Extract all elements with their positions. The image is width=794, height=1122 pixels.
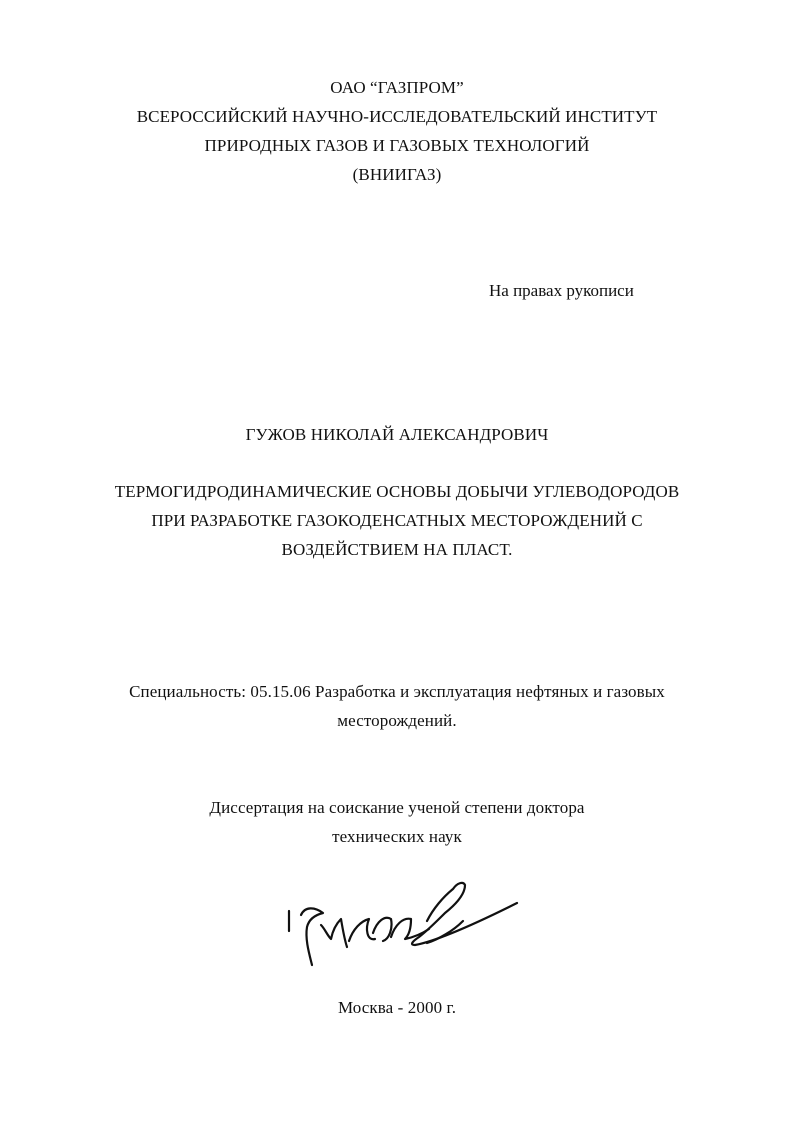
- specialty-line-2: месторождений.: [337, 711, 457, 730]
- thesis-title-line-1: ТЕРМОГИДРОДИНАМИЧЕСКИЕ ОСНОВЫ ДОБЫЧИ УГЛЕВОДОРОДОВ: [114, 482, 680, 501]
- thesis-title-line-3: ВОЗДЕЙСТВИЕМ НА ПЛАСТ.: [281, 540, 513, 559]
- author-name: ГУЖОВ НИКОЛАЙ АЛЕКСАНДРОВИЧ: [245, 425, 549, 444]
- institute-name-line-2: ПРИРОДНЫХ ГАЗОВ И ГАЗОВЫХ ТЕХНОЛОГИЙ: [204, 136, 590, 155]
- specialty-line-1: Специальность: 05.15.06 Разработка и эксплуатация нефтяных и газовых: [129, 682, 665, 701]
- organization-name: ОАО “ГАЗПРОМ”: [330, 78, 464, 97]
- dissertation-line-2: технических наук: [332, 827, 462, 846]
- place-and-year: Москва - 2000 г.: [337, 998, 457, 1017]
- manuscript-note: На правах рукописи: [489, 281, 634, 300]
- signature-icon: [277, 873, 527, 973]
- thesis-title-line-2: ПРИ РАЗРАБОТКЕ ГАЗОКОДЕНСАТНЫХ МЕСТОРОЖДЕНИЙ С: [151, 511, 643, 530]
- institute-abbreviation: (ВНИИГАЗ): [352, 165, 442, 184]
- dissertation-line-1: Диссертация на соискание ученой степени доктора: [209, 798, 585, 817]
- institute-name-line-1: ВСЕРОССИЙСКИЙ НАУЧНО-ИССЛЕДОВАТЕЛЬСКИЙ ИНСТИТУТ: [136, 107, 658, 126]
